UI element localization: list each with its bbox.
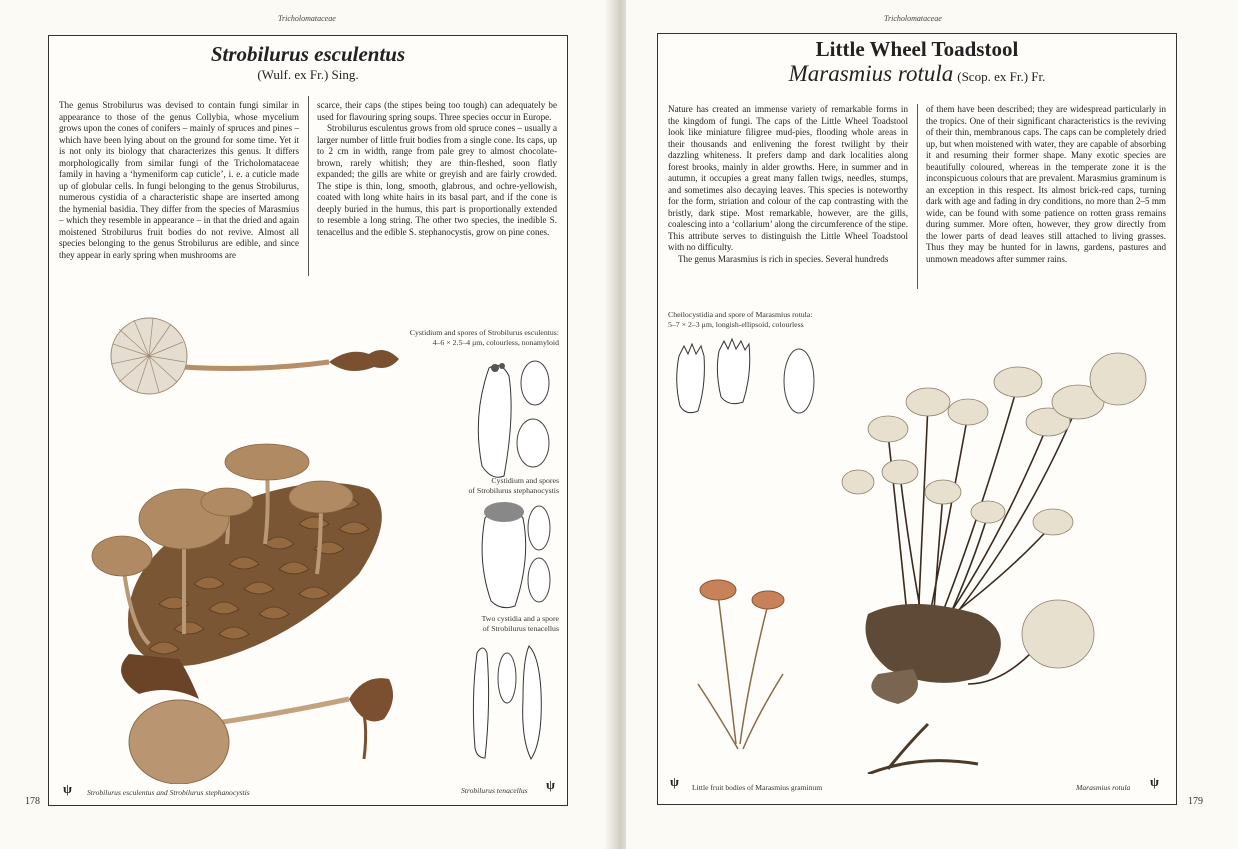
left-col2-paragraph-1: scarce, their caps (the stipes being too tough) can adequately be used for flavouring spring soups. Three species occur in Europe. [317, 100, 557, 122]
cheilocystidia-drawing [674, 336, 844, 421]
cystidium-esculentus-drawing [467, 358, 557, 478]
mushroom-lying-bottom [129, 678, 393, 784]
inedible-symbol-icon-rotula: ψ [1150, 774, 1159, 789]
right-plate-frame [657, 33, 1177, 805]
running-head-left: Tricholomataceae [278, 14, 336, 23]
marasmius-rotula-illustration [828, 324, 1158, 774]
column-divider-left [308, 96, 309, 276]
caption-cheilocystidia-rotula: Cheilocystidia and spore of Marasmius rotula: 5–7 × 2–3 μm, longish-ellipsoid, colourless [668, 310, 813, 329]
dead-leaf [871, 669, 918, 704]
left-text-column-1 [59, 100, 299, 261]
left-plate-frame [48, 35, 568, 806]
cystidia-tenacellus-drawing [467, 638, 557, 763]
twig [868, 724, 978, 774]
caption-cystidia-tenacellus: Two cystidia and a spore of Strobilurus tenacellus [481, 614, 559, 633]
right-text-column-2 [926, 104, 1166, 265]
marasmius-graminum-illustration [688, 564, 798, 754]
species-title-left: Strobilurus esculentus [210, 42, 406, 66]
inedible-symbol-icon-graminum: ψ [670, 774, 679, 789]
running-head-right: Tricholomataceae [884, 14, 942, 23]
right-col1-paragraph-1: Nature has created an immense variety of remarkable forms in the kingdom of fungi. The caps of the Little Wheel Toadstool look like miniature filigree mud-pies, flooding whole areas in their thousands and enlivening the forest twilight by their dazzling whiteness. It prefers damp and dark localities along forest brooks, mainly in alder growths. Here, in summer and in autumn, it occupies a great many fallen twigs, needles, stumps, and sometimes also decaying leaves. This species is noteworthy for the form, striation and colour of the cap contrasting with the bristly, dark stipe. Most remarkable, however, are the gills, coalescing into a ‘collarium’ along the circumference of the stipe. This attribute serves to distinguish the Little Wheel Toadstool with no difficulty. [668, 104, 908, 252]
caption-cystidium-stephanocystis: Cystidium and spores of Strobilurus stephanocystis [468, 476, 559, 495]
right-page [626, 0, 1238, 849]
cystidium-stephanocystis-drawing [467, 498, 557, 613]
caption-cystidium-esculentus: Cystidium and spores of Strobilurus esculentus: 4–6 × 2.5–4 μm, colourless, nonamyloid [409, 328, 559, 347]
species-name-right [658, 61, 1176, 87]
left-col1-paragraph: The genus Strobilurus was devised to contain fungi similar in appearance to those of the genus Collybia, whose mycelium grows upon the cones of conifers – mainly of spruces and pines – which have been lying about on the ground for some time. Yet it is not only its biology that characterizes this genus. It differs morphologically from similar fungi of the Tricholomataceae family in having a ‘hymeniform cap cuticle’, i. e. a cuticle made up of globular cells. In fungi belonging to the genus Strobilurus, numerous cystidia of a characteristic shape are inserted among the hymenial basidia. They differ from the species of Marasmius – which they resemble in appearance – in that the dried and again moistened Strobilurus fruit bodies do not revive. Almost all species belonging to the genus Strobilurus are edible, and since they appear in early spring when mushrooms are [59, 100, 299, 260]
bottom-caption-graminum: Little fruit bodies of Marasmius graminum [692, 783, 823, 792]
bottom-caption-rotula: Marasmius rotula [1076, 783, 1131, 792]
species-authority-left: (Wulf. ex Fr.) Sing. [257, 67, 359, 82]
left-text-column-2 [317, 100, 557, 238]
column-divider-right [917, 104, 918, 289]
latin-name-right: Marasmius rotula [788, 61, 954, 86]
moss-base [866, 604, 1001, 683]
page-number-right: 179 [1188, 796, 1203, 807]
species-authority-right: (Scop. ex Fr.) Fr. [957, 69, 1046, 84]
right-col1-paragraph-2: The genus Marasmius is rich in species. Several hundreds [678, 253, 889, 264]
right-col2-paragraph: of them have been described; they are widespread particularly in the tropics. One of their significant characteristics is the reviving of their thin, membranous caps. The caps can be completely dried up, but when moistened with water, they are capable of absorbing it and resuming their former shape. Many exotic species are beautifully coloured, whereas in the temperate zone it is the inconspicuous colours that are prevalent. Marasmius graminum is an exception in this respect. Its almost brick-red caps, turning dark with age and fading in dry conditions, no more than 2–5 mm wide, can be found with some patience on rotten grass remains during summer. More often, however, they grow directly from the lower parts of dead leaves still attached to living grasses. Thus they may be hunted for in lawns, gardens, pastures and unmown meadows after summer rains. [926, 104, 1166, 264]
inedible-symbol-icon: ψ [546, 777, 555, 792]
mushroom-lying-top [111, 318, 399, 394]
species-title-right: Little Wheel Toadstool [815, 37, 1019, 61]
right-text-column-1 [668, 104, 908, 265]
strobilurus-illustration [89, 304, 399, 784]
bottom-caption-left-tenacellus: Strobilurus tenacellus [461, 786, 528, 795]
left-page [0, 0, 612, 849]
page-number-left: 178 [25, 796, 40, 807]
bottom-caption-left-main: Strobilurus esculentus and Strobilurus stephanocystis [87, 788, 250, 797]
left-col2-paragraph-2: Strobilurus esculentus grows from old spruce cones – usually a larger number of little fruit bodies from a single cone. Its caps, up to 2 cm in width, range from pale grey to almost chocolate-brown, rarely whitish; they are thin-fleshed, soon flatly expanded; the gills are white or greyish and are fairly crowded. The stipe is thin, long, smooth, glabrous, and ochre-yellowish, coated with long white hairs in its basal part, and if the cone is deeply buried in the humus, this part is proportionally extended to resemble a long string. The other two species, the inedible S. tenacellus and the edible S. stephanocystis, grow on pine cones. [317, 123, 557, 237]
edible-symbol-icon: ψ [63, 781, 72, 796]
